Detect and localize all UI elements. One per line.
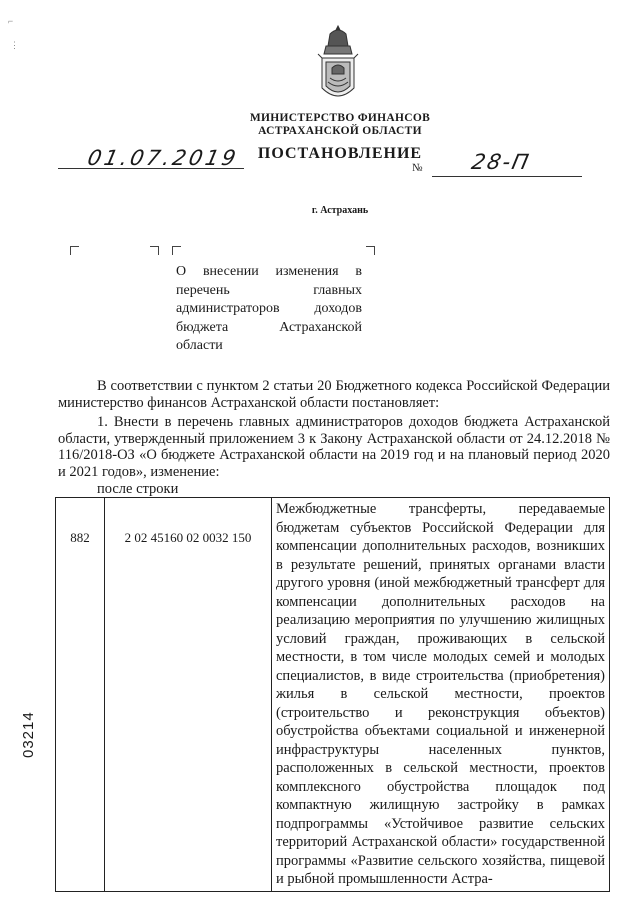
body-paragraph-2: 1. Внести в перечень главных администраторов доходов бюджета Астраханской области, утвержденный приложением 3 к Закону Астраханской области от 24.12.2018 № 116/2018-ОЗ «О бюджете Астраханской области на 2019 год и на плановый период 2020 и 2021 годов», изменение: xyxy=(58,414,610,480)
margin-stamp-text: 03214 xyxy=(20,711,37,758)
corner-mark-dots: ⋮ xyxy=(10,40,19,50)
ministry-name-line1: МИНИСТЕРСТВО ФИНАНСОВ xyxy=(249,112,431,124)
document-title: ПОСТАНОВЛЕНИЕ xyxy=(257,145,423,162)
table-row xyxy=(56,498,610,892)
bracket-top-left xyxy=(70,246,79,255)
number-underline xyxy=(432,176,582,177)
body-paragraph-1: В соответствии с пунктом 2 статьи 20 Бюджетного кодекса Российской Федерации министерство финансов Астраханской области постановляет: xyxy=(58,378,610,411)
kbk-code-cell: 2 02 45160 02 0032 150 xyxy=(105,498,272,892)
after-row-label: после строки xyxy=(97,481,179,497)
city-name: г. Астрахань xyxy=(311,205,369,216)
bracket-top-right xyxy=(366,246,375,255)
revenue-administrators-table xyxy=(55,497,610,892)
bracket-top-right xyxy=(150,246,159,255)
bracket-top-left xyxy=(172,246,181,255)
ministry-name-line2: АСТРАХАНСКОЙ ОБЛАСТИ xyxy=(258,125,422,137)
handwritten-date: 01.07.2019 xyxy=(85,146,241,170)
handwritten-number: 28-П xyxy=(469,150,533,174)
document-subject: О внесении изменения в перечень главных администраторов доходов бюджета Астраханской области xyxy=(176,264,362,353)
number-label: № xyxy=(412,162,423,174)
corner-mark: ⌐ xyxy=(8,16,14,26)
admin-code-cell: 882 xyxy=(56,498,105,892)
description-cell: Межбюджетные трансферты, передаваемые бюджетам субъектов Российской Федерации для компенсации дополнительных расходов, возникших в результате решений, принятых органами власти другого уровня (иной межбюджетный трансферт для компенсации дополнительных расходов на реализацию мероприятия по улучшению жилищных условий граждан, проживающих в сельской местности, в том числе молодых семей и молодых специалистов, в виде строительства (приобретения) жилья в сельской местности, проектов (строительство и реконструкция объектов) обустройства объектами социальной и инженерной инфраструктуры населенных пунктов, расположенных в сельской местности, проектов комплексного обустройства площадок под компактную жилищную застройку в рамках подпрограммы «Устойчивое развитие сельских территорий Астраханской области» государственной программы «Развитие сельского хозяйства, пищевой и рыбной промышленности Астра- xyxy=(272,498,610,892)
margin-stamp-number xyxy=(18,688,48,760)
date-underline xyxy=(58,168,244,169)
coat-of-arms-emblem xyxy=(316,24,360,112)
